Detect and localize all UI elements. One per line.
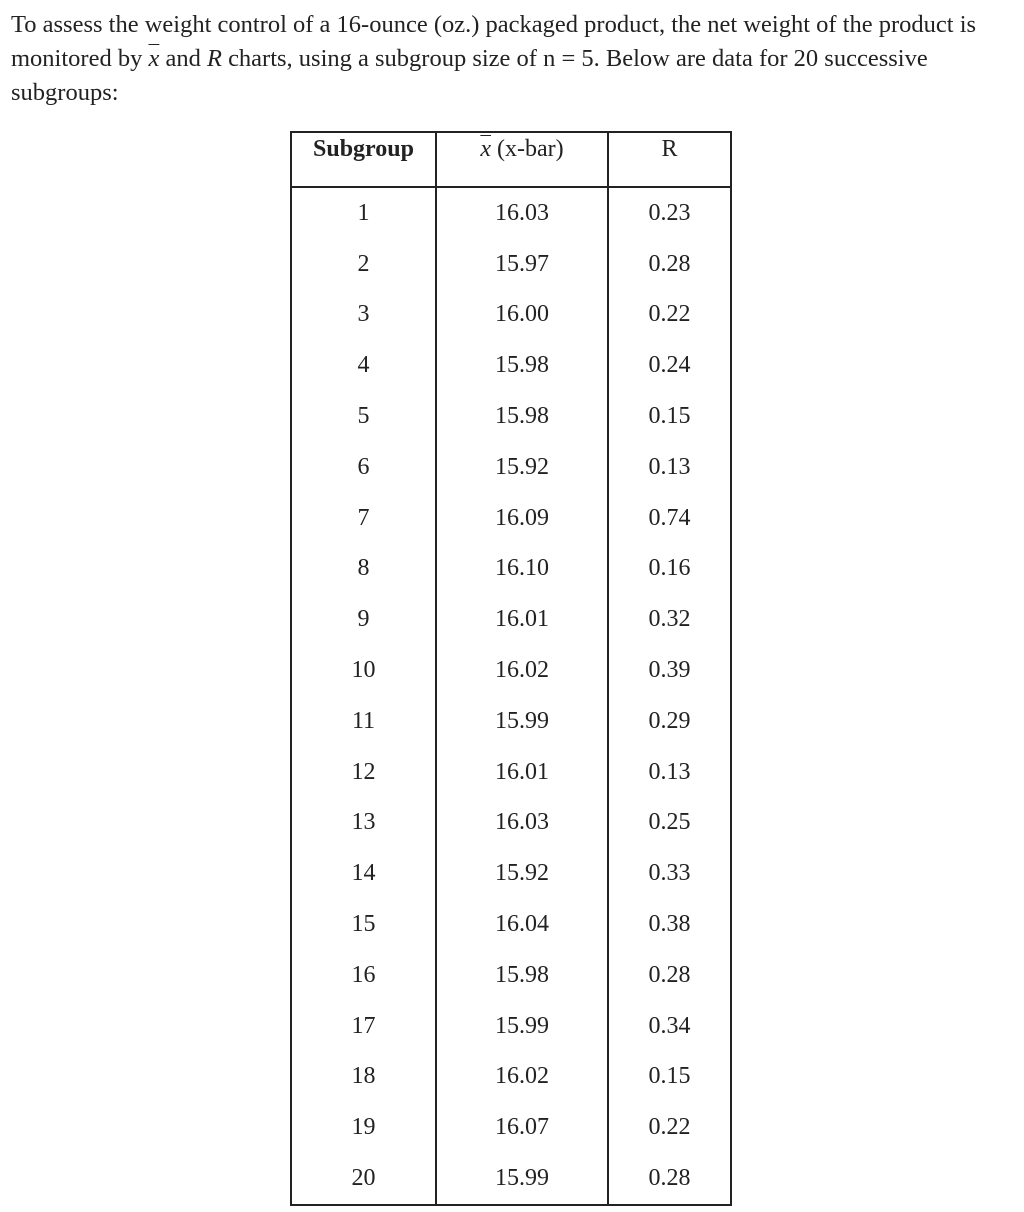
- intro-paragraph: [11, 8, 1016, 110]
- table-header-row: [291, 132, 731, 187]
- subgroup-cell: 17: [291, 1001, 436, 1052]
- r-cell: 0.34: [608, 1001, 731, 1052]
- xbar-cell: 15.97: [436, 239, 608, 290]
- table-row: [291, 1001, 731, 1052]
- table-row: [291, 290, 731, 341]
- header-r: R: [608, 132, 731, 187]
- r-cell: 0.22: [608, 290, 731, 341]
- table-row: [291, 187, 731, 239]
- xbar-cell: 16.01: [436, 747, 608, 798]
- subgroup-cell: 13: [291, 798, 436, 849]
- r-cell: 0.22: [608, 1102, 731, 1153]
- header-xbar-symbol: $\overline{x}$: [480, 136, 492, 162]
- r-cell: 0.38: [608, 899, 731, 950]
- table-row: [291, 645, 731, 696]
- subgroup-cell: 7: [291, 493, 436, 544]
- subgroup-cell: 1: [291, 187, 436, 239]
- xbar-cell: 16.04: [436, 899, 608, 950]
- xbar-cell: 16.07: [436, 1102, 608, 1153]
- r-cell: 0.74: [608, 493, 731, 544]
- r-cell: 0.39: [608, 645, 731, 696]
- xbar-cell: 15.99: [436, 1001, 608, 1052]
- r-cell: 0.16: [608, 544, 731, 595]
- r-cell: 0.29: [608, 696, 731, 747]
- subgroup-cell: 15: [291, 899, 436, 950]
- xbar-cell: 16.02: [436, 1052, 608, 1103]
- table-row: [291, 747, 731, 798]
- table-row: [291, 899, 731, 950]
- xbar-cell: 16.03: [436, 187, 608, 239]
- subgroup-cell: 4: [291, 340, 436, 391]
- subgroup-cell: 8: [291, 544, 436, 595]
- table-row: [291, 798, 731, 849]
- xbar-cell: 15.92: [436, 848, 608, 899]
- intro-text-part1: To assess the weight control of a 16-ounce (oz.) packaged product, the net weight of the product is monitored by: [11, 11, 977, 72]
- xbar-cell: 16.01: [436, 594, 608, 645]
- r-cell: 0.28: [608, 239, 731, 290]
- xbar-symbol: $\overline{x}$: [148, 45, 160, 72]
- xbar-cell: 15.99: [436, 696, 608, 747]
- subgroup-cell: 16: [291, 950, 436, 1001]
- r-symbol: R: [206, 45, 222, 72]
- header-xbar: [436, 132, 608, 187]
- table-row: [291, 544, 731, 595]
- r-cell: 0.28: [608, 1153, 731, 1205]
- subgroup-cell: 10: [291, 645, 436, 696]
- table-row: [291, 442, 731, 493]
- xbar-cell: 16.03: [436, 798, 608, 849]
- r-cell: 0.23: [608, 187, 731, 239]
- subgroup-cell: 9: [291, 594, 436, 645]
- table-row: [291, 340, 731, 391]
- subgroup-cell: 20: [291, 1153, 436, 1205]
- r-cell: 0.15: [608, 1052, 731, 1103]
- subgroup-cell: 14: [291, 848, 436, 899]
- xbar-cell: 15.98: [436, 950, 608, 1001]
- table-row: [291, 239, 731, 290]
- xbar-cell: 15.98: [436, 340, 608, 391]
- table-row: [291, 848, 731, 899]
- r-cell: 0.13: [608, 747, 731, 798]
- subgroup-cell: 5: [291, 391, 436, 442]
- subgroup-cell: 19: [291, 1102, 436, 1153]
- xbar-cell: 16.09: [436, 493, 608, 544]
- intro-text-part2: and: [159, 45, 207, 72]
- xbar-cell: 15.92: [436, 442, 608, 493]
- table-row: [291, 493, 731, 544]
- xbar-cell: 16.02: [436, 645, 608, 696]
- table-row: [291, 950, 731, 1001]
- header-xbar-label: (x-bar): [491, 136, 564, 162]
- subgroup-cell: 18: [291, 1052, 436, 1103]
- table-body: [291, 187, 731, 1205]
- subgroup-data-table: [290, 131, 732, 1206]
- xbar-cell: 15.98: [436, 391, 608, 442]
- r-cell: 0.13: [608, 442, 731, 493]
- subgroup-cell: 3: [291, 290, 436, 341]
- r-cell: 0.33: [608, 848, 731, 899]
- r-cell: 0.15: [608, 391, 731, 442]
- subgroup-cell: 6: [291, 442, 436, 493]
- table-row: [291, 696, 731, 747]
- xbar-cell: 16.10: [436, 544, 608, 595]
- table-row: [291, 1102, 731, 1153]
- xbar-cell: 15.99: [436, 1153, 608, 1205]
- subgroup-cell: 12: [291, 747, 436, 798]
- r-cell: 0.32: [608, 594, 731, 645]
- r-cell: 0.25: [608, 798, 731, 849]
- r-cell: 0.28: [608, 950, 731, 1001]
- table-row: [291, 391, 731, 442]
- header-subgroup: Subgroup: [291, 132, 436, 187]
- subgroup-cell: 2: [291, 239, 436, 290]
- table-row: [291, 594, 731, 645]
- r-cell: 0.24: [608, 340, 731, 391]
- intro-text-part3: charts, using a subgroup size of n = 5. Below are data for 20 successive subgroups:: [11, 45, 928, 106]
- table-row: [291, 1052, 731, 1103]
- xbar-cell: 16.00: [436, 290, 608, 341]
- subgroup-cell: 11: [291, 696, 436, 747]
- table-row: [291, 1153, 731, 1205]
